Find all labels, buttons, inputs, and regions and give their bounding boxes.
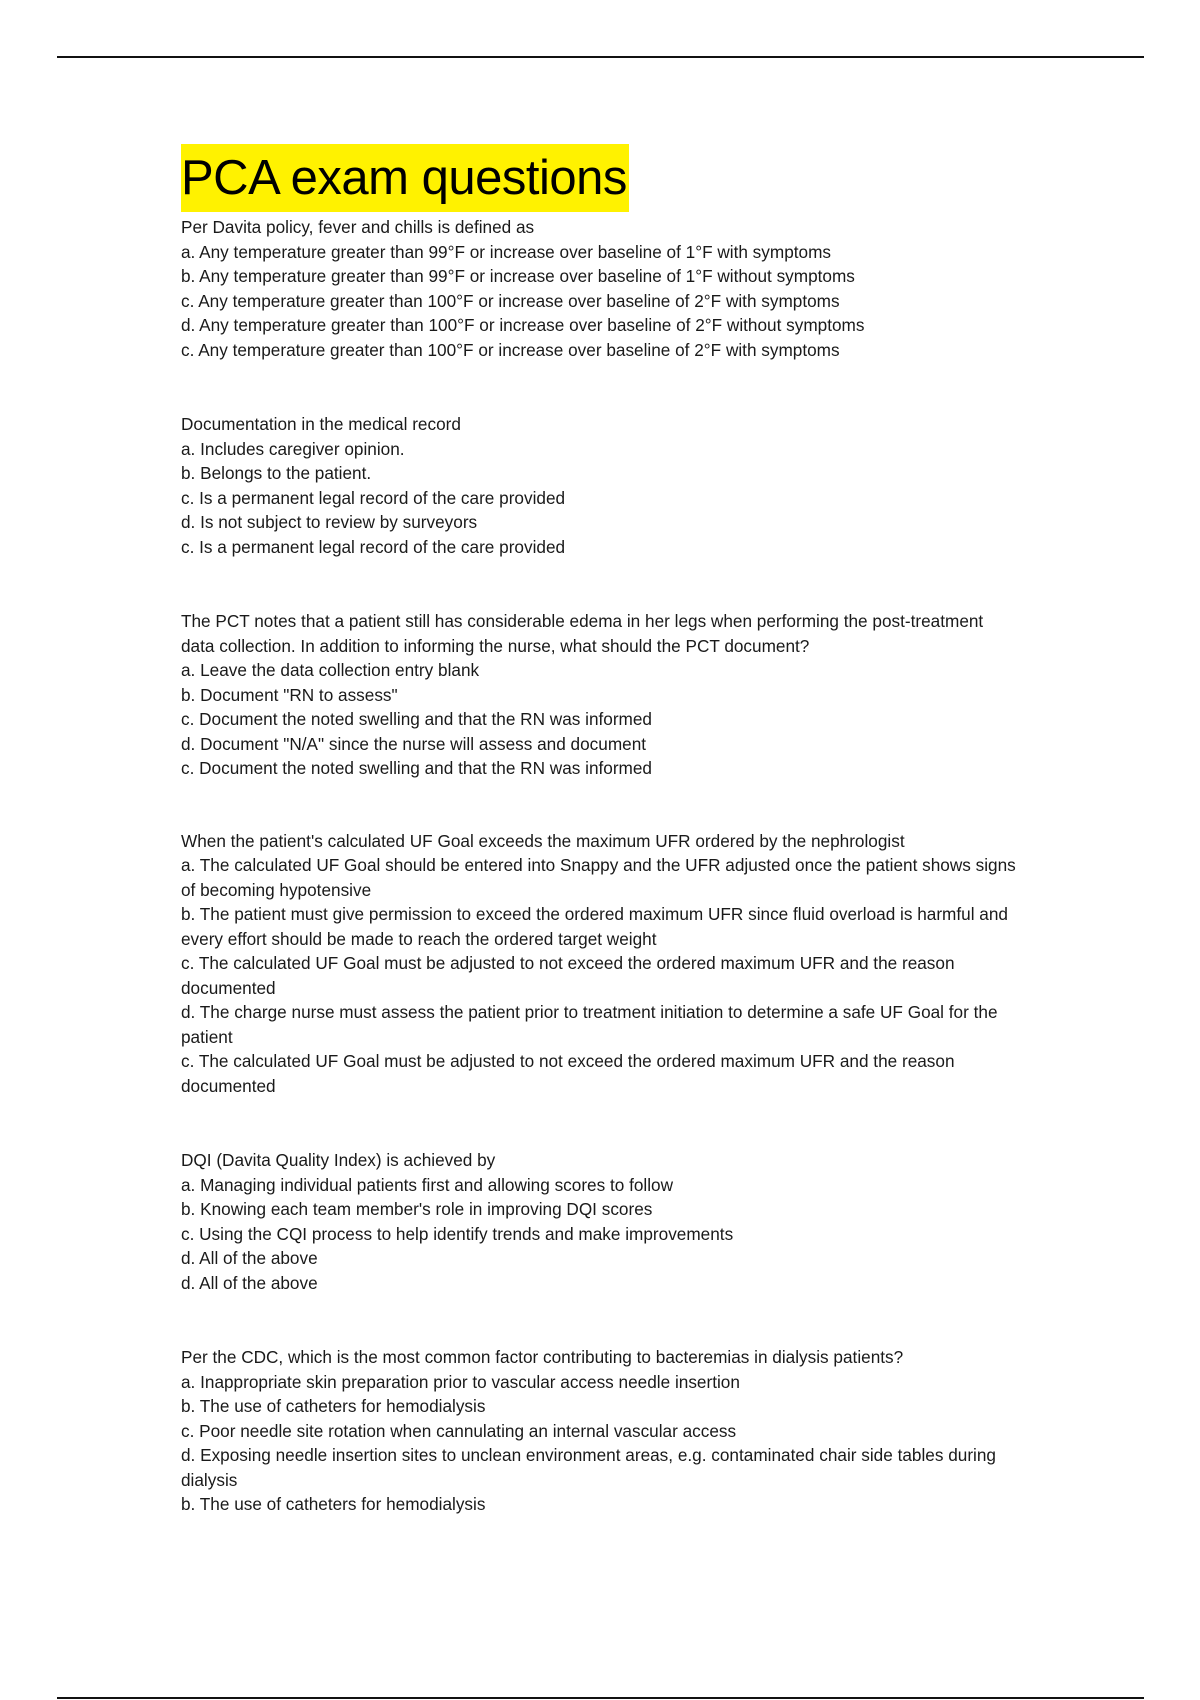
question-text: Per the CDC, which is the most common factor contributing to bacteremias in dialysis patients? [181,1347,904,1367]
question-block [181,215,1021,362]
question-text: Per Davita policy, fever and chills is defined as [181,217,535,237]
answer-option: d. Exposing needle insertion sites to unclean environment areas, e.g. contaminated chair side tables during dialysis [181,1445,996,1490]
correct-answer: b. The use of catheters for hemodialysis [181,1494,486,1514]
answer-option: c. Document the noted swelling and that the RN was informed [181,709,652,729]
answer-option: b. Belongs to the patient. [181,463,372,483]
answer-option: b. The use of catheters for hemodialysis [181,1396,486,1416]
correct-answer: c. Is a permanent legal record of the care provided [181,536,566,557]
correct-answer: c. Any temperature greater than 100°F or increase over baseline of 2°F with symptoms [181,339,840,360]
answer-option: b. The patient must give permission to exceed the ordered maximum UFR since fluid overload is harmful and every effort should be made to reach the ordered target weight [181,904,1008,949]
answer-option: d. Document "N/A" since the nurse will assess and document [181,733,647,754]
question-text: DQI (Davita Quality Index) is achieved by [181,1150,496,1170]
answer-option: c. Poor needle site rotation when cannulating an internal vascular access [181,1420,737,1441]
question-block [181,829,1021,1099]
answer-option: d. Any temperature greater than 100°F or increase over baseline of 2°F without symptoms [181,315,865,335]
answer-option: a. Managing individual patients first and allowing scores to follow [181,1174,674,1195]
answer-option: a. The calculated UF Goal should be entered into Snappy and the UFR adjusted once the patient shows signs of becoming hypotensive [181,855,1016,900]
answer-option: c. Using the CQI process to help identify trends and make improvements [181,1223,734,1244]
answer-option: c. Is a permanent legal record of the care provided [181,487,566,508]
answer-option: b. Knowing each team member's role in improving DQI scores [181,1199,653,1219]
page-title: PCA exam questions [181,144,629,212]
question-text: The PCT notes that a patient still has considerable edema in her legs when performing the post-treatment data collection. In addition to informing the nurse, what should the PCT document? [181,611,984,656]
answer-option: d. The charge nurse must assess the patient prior to treatment initiation to determine a safe UF Goal for the patient [181,1002,998,1047]
correct-answer: c. The calculated UF Goal must be adjusted to not exceed the ordered maximum UFR and the reason documented [181,1051,955,1096]
question-text: When the patient's calculated UF Goal exceeds the maximum UFR ordered by the nephrologist [181,830,905,851]
answer-option: a. Any temperature greater than 99°F or increase over baseline of 1°F with symptoms [181,241,831,262]
answer-option: d. Is not subject to review by surveyors [181,512,478,532]
correct-answer: d. All of the above [181,1272,318,1293]
answer-option: c. The calculated UF Goal must be adjusted to not exceed the ordered maximum UFR and the reason documented [181,953,955,998]
answer-option: a. Includes caregiver opinion. [181,438,405,459]
question-block [181,412,1021,559]
question-block [181,1345,1021,1517]
header-rule [57,56,1144,58]
question-block [181,1148,1021,1295]
answer-option: b. Any temperature greater than 99°F or increase over baseline of 1°F without symptoms [181,266,855,286]
answer-option: a. Leave the data collection entry blank [181,660,480,680]
answer-option: a. Inappropriate skin preparation prior to vascular access needle insertion [181,1371,740,1392]
answer-option: d. All of the above [181,1248,318,1268]
correct-answer: c. Document the noted swelling and that the RN was informed [181,758,652,778]
answer-option: c. Any temperature greater than 100°F or increase over baseline of 2°F with symptoms [181,290,840,311]
question-text: Documentation in the medical record [181,414,461,434]
document-body [181,144,1021,1517]
question-block [181,609,1021,781]
answer-option: b. Document "RN to assess" [181,684,398,705]
footer-rule [57,1697,1144,1699]
